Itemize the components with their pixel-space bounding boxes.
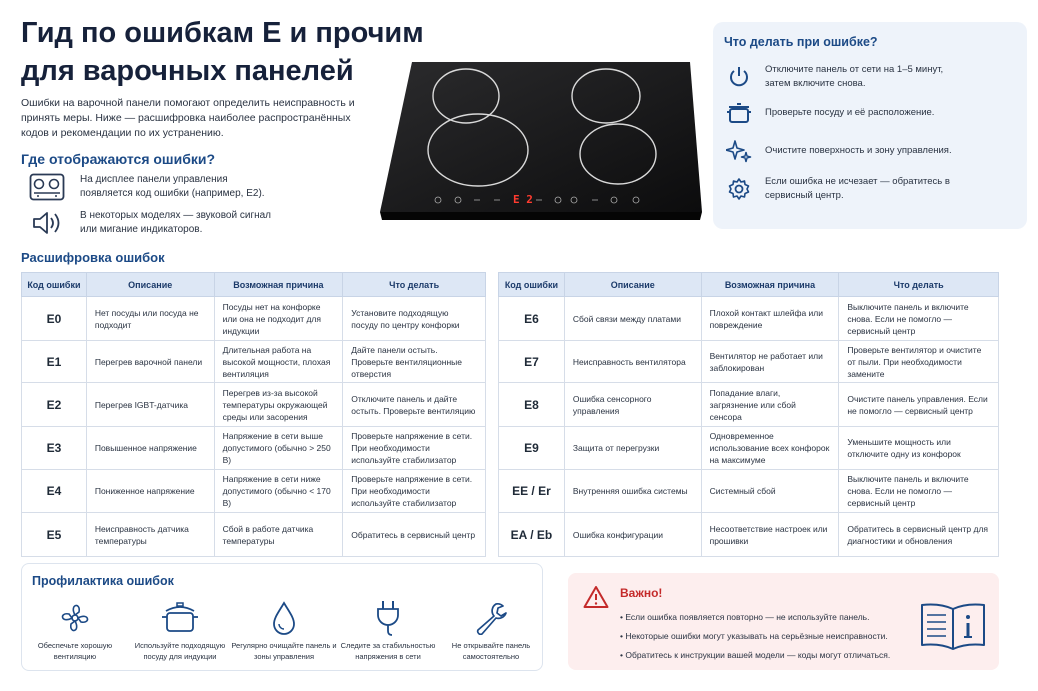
warning-triangle-icon: [583, 585, 609, 614]
cooktop-image: [378, 60, 704, 222]
error-table-right: [498, 272, 999, 557]
what-to-do-title: Что делать при ошибке?: [724, 35, 878, 49]
step-power: Отключите панель от сети на 1–5 минут, затем включите снова.: [725, 63, 955, 91]
sparkle-icon: [725, 138, 753, 164]
table-row: E3 Повышенное напряжение Напряжение в сети выше допустимого (обычно > 250 В) Проверьте напряжение в сети. При необходимости используйте стабилизатор: [22, 427, 486, 470]
water-drop-icon: [229, 598, 339, 638]
power-icon: [725, 65, 753, 89]
warning-panel: [568, 573, 999, 670]
table-row: E5 Неисправность датчика температуры Сбой в работе датчика температуры Обратитесь в сервисный центр: [22, 513, 486, 557]
prevention-item-no-open: Не открывайте панель самостоятельно: [436, 598, 546, 662]
header-cause: Возможная причина: [214, 273, 343, 297]
header-code: Код ошибки: [499, 273, 565, 297]
wrench-icon: [436, 598, 546, 638]
prevention-item-voltage: Следите за стабильностью напряжения в сети: [333, 598, 443, 662]
prevention-item-ventilation: Обеспечьте хорошую вентиляцию: [20, 598, 130, 662]
header-action: Что делать: [839, 273, 999, 297]
prevention-title: Профилактика ошибок: [32, 574, 174, 588]
where-item-display: [28, 173, 298, 201]
list-item: • Некоторые ошибки могут указывать на серьёзные неисправности.: [620, 627, 890, 646]
fan-icon: [20, 598, 130, 638]
where-title: Где отображаются ошибки?: [21, 151, 216, 167]
table-row: E9 Защита от перегрузки Одновременное использование всех конфорок на максимуме Уменьшите мощность или отключите одну из конфорок: [499, 427, 999, 470]
table-row: E1 Перегрев варочной панели Длительная работа на высокой мощности, плохая вентиляция Дайте панели остыть. Проверьте вентиляционные отверстия: [22, 341, 486, 383]
table-title: Расшифровка ошибок: [21, 250, 165, 265]
prevention-item-cookware: Используйте подходящую посуду для индукции: [125, 598, 235, 662]
where-text-display: На дисплее панели управления появляется код ошибки (например, E2).: [80, 174, 265, 199]
intro-text: Ошибки на варочной панели помогают определить неисправность и принять меры. Ниже — расшифровка наиболее распространённых кодов и рекомендации по их устранению.: [21, 97, 355, 139]
table-row: E6 Сбой связи между платами Плохой контакт шлейфа или повреждение Выключите панель и включите снова. Если не помогло — сервисный центр: [499, 297, 999, 341]
speaker-icon: [28, 209, 66, 237]
list-item: • Обратитесь к инструкции вашей модели — коды могут отличаться.: [620, 646, 890, 665]
header-code: Код ошибки: [22, 273, 87, 297]
table-row: E4 Пониженное напряжение Напряжение в сети ниже допустимого (обычно < 170 В) Проверьте напряжение в сети. При необходимости используйте стабилизатор: [22, 470, 486, 513]
step-clean: Очистите поверхность и зону управления.: [725, 138, 952, 164]
table-row: E7 Неисправность вентилятора Вентилятор не работает или заблокирован Проверьте вентилятор и очистите от пыли. При необходимости замените: [499, 341, 999, 383]
where-item-sound: [28, 209, 298, 237]
manual-book-icon: [918, 599, 988, 658]
hob-display: E 2: [513, 193, 533, 206]
table-row: E0 Нет посуды или посуда не подходит Посуды нет на конфорке или она не подходит для индукции Установите подходящую посуду по центру конфорки: [22, 297, 486, 341]
table-row: EA / Eb Ошибка конфигурации Несоответствие настроек или прошивки Обратитесь в сервисный центр для диагностики и обновления: [499, 513, 999, 557]
prevention-item-cleaning: Регулярно очищайте панель и зоны управления: [229, 598, 339, 662]
warning-title: Важно!: [620, 586, 663, 600]
step-cookware: Проверьте посуду и её расположение.: [725, 101, 934, 125]
error-table-left: [21, 272, 486, 557]
where-text-sound: В некоторых моделях — звуковой сигнал или мигание индикаторов.: [80, 210, 272, 235]
table-row: E2 Перегрев IGBT-датчика Перегрев из-за высокой температуры окружающей среды или засорения Отключите панель и дайте остыть. Проверьте вентиляцию: [22, 383, 486, 427]
pot-icon: [725, 101, 753, 125]
pot-icon: [125, 598, 235, 638]
header-cause: Возможная причина: [701, 273, 839, 297]
warning-list: [620, 608, 890, 665]
page-title: Гид по ошибкам Е и прочим для варочных панелей: [21, 17, 424, 87]
header-desc: Описание: [86, 273, 214, 297]
header-desc: Описание: [564, 273, 701, 297]
what-to-do-panel: [713, 22, 1027, 229]
step-service: Если ошибка не исчезает — обратитесь в сервисный центр.: [725, 175, 955, 203]
header-action: Что делать: [343, 273, 486, 297]
table-row: E8 Ошибка сенсорного управления Попадание влаги, загрязнение или сбой сенсора Очистите панель управления. Если не помогло — сервисный центр: [499, 383, 999, 427]
list-item: • Если ошибка появляется повторно — не используйте панель.: [620, 608, 890, 627]
gear-icon: [725, 177, 753, 201]
prevention-panel: [21, 563, 543, 671]
table-row: EE / Er Внутренняя ошибка системы Системный сбой Выключите панель и включите снова. Если не помогло — сервисный центр: [499, 470, 999, 513]
cooktop-display-icon: [28, 173, 66, 201]
plug-icon: [333, 598, 443, 638]
